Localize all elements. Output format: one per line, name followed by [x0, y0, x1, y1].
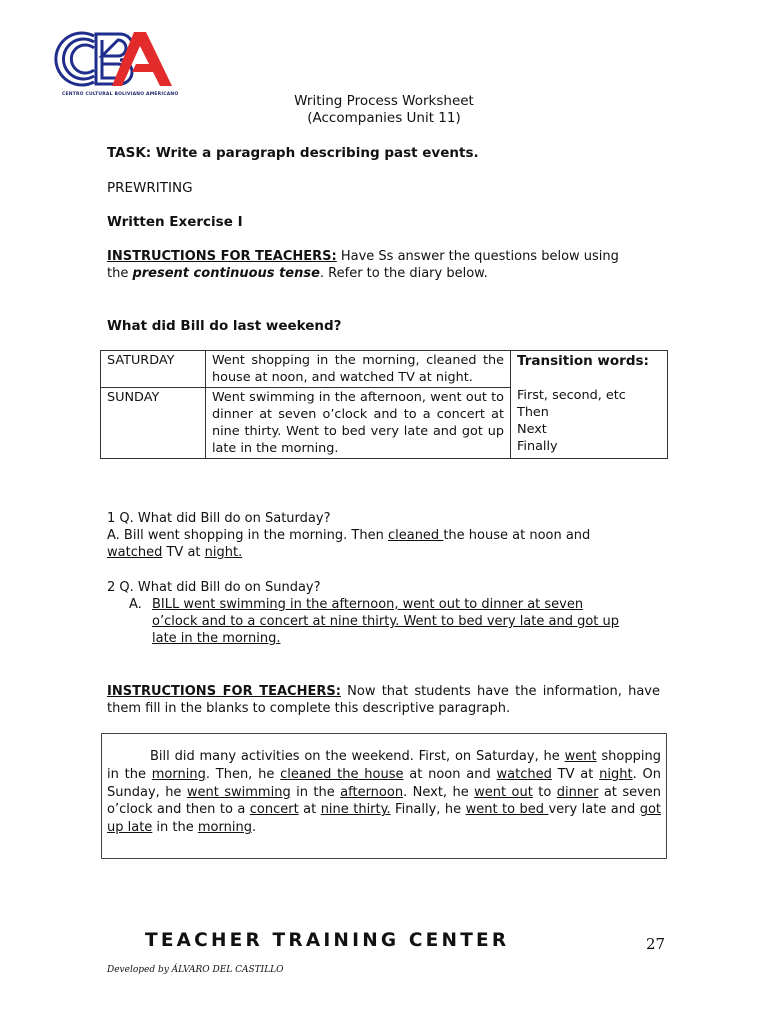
- table-row: [101, 351, 668, 388]
- question-1-block: [107, 510, 667, 561]
- transition-words-cell: [511, 351, 668, 459]
- paragraph-text: Finally, he: [390, 802, 466, 818]
- instructions-text: Now that students have the information, have them fill in the blanks to complete this descriptive paragraph.: [107, 684, 660, 716]
- paragraph-text: at seven o’clock and then to a: [107, 784, 662, 818]
- filled-blank: night: [599, 766, 633, 782]
- filled-blank: went: [564, 749, 597, 764]
- paragraph-text: in the: [152, 820, 198, 836]
- descriptive-paragraph: [107, 748, 661, 837]
- answer-1-cont: [107, 544, 667, 561]
- filled-blank: nine thirty.: [320, 802, 391, 818]
- filled-blank: got up late: [107, 802, 661, 836]
- filled-blank: morning: [197, 820, 252, 836]
- paragraph-text: Bill did many activities on the weekend. First, on Saturday, he: [150, 749, 565, 764]
- question-1: 1 Q. What did Bill do on Saturday?: [107, 511, 331, 526]
- descriptive-paragraph-box: [101, 733, 667, 859]
- paragraph-text: at: [298, 802, 321, 818]
- answer-2: [107, 596, 667, 647]
- tense-emphasis: present continuous tense: [132, 266, 320, 281]
- footer-title: TEACHER TRAINING CENTER: [145, 930, 510, 951]
- question-2-block: [107, 579, 667, 647]
- answer-underlined: o’clock and to a concert at nine thirty. Went to bed very late and got up: [152, 614, 620, 629]
- transition-word: First, second, etc: [517, 388, 626, 403]
- task-line: [107, 145, 479, 161]
- paragraph-text: . Then, he: [205, 766, 281, 782]
- answer-1: [107, 527, 667, 544]
- answer-underlined: night.: [204, 545, 243, 560]
- instructions-text: the: [107, 266, 133, 281]
- exercise-title: Written Exercise I: [107, 214, 243, 230]
- filled-blank: concert: [249, 802, 299, 818]
- worksheet-subtitle: (Accompanies Unit 11): [307, 110, 461, 126]
- day-cell: SATURDAY: [101, 351, 206, 388]
- paragraph-text: shopping in the: [107, 749, 661, 782]
- transition-word: Then: [517, 405, 549, 420]
- instructions-label: INSTRUCTIONS FOR TEACHERS:: [107, 249, 337, 264]
- activity-cell: Went swimming in the afternoon, went out to dinner at seven o’clock and to a concert at nine thirty. Went to bed very late and got up late in the morning.: [206, 388, 511, 459]
- paragraph-text: . On Sunday, he: [107, 766, 661, 800]
- filled-blank: went to bed: [465, 802, 549, 818]
- task-text: Write a paragraph describing past events.: [151, 145, 479, 161]
- filled-blank: cleaned the house: [280, 766, 404, 782]
- paragraph-text: . Next, he: [403, 784, 475, 800]
- paragraph-text: .: [251, 820, 257, 836]
- filled-blank: went swimming: [186, 784, 291, 800]
- question-heading: What did Bill do last weekend?: [107, 318, 342, 334]
- paragraph-text: very late and: [548, 802, 640, 818]
- answer-underlined: cleaned: [387, 528, 444, 543]
- paragraph-text: to: [532, 784, 557, 800]
- prewriting-heading: PREWRITING: [107, 180, 193, 196]
- filled-blank: morning: [151, 766, 206, 782]
- task-label: TASK:: [107, 145, 152, 161]
- logo-caption: CENTRO CULTURAL BOLIVIANO AMERICANO: [62, 92, 179, 97]
- transition-word: Finally: [517, 439, 558, 454]
- page-number: 27: [646, 935, 666, 953]
- worksheet-title: Writing Process Worksheet: [294, 93, 474, 109]
- answer-text: A. Bill went shopping in the morning. Then: [107, 528, 388, 543]
- paragraph-text: TV at: [551, 766, 600, 782]
- answer-underlined: late in the morning.: [152, 631, 281, 646]
- instructions-label: INSTRUCTIONS FOR TEACHERS:: [107, 684, 341, 699]
- transition-title: Transition words:: [517, 353, 649, 369]
- instructions-text: . Refer to the diary below.: [319, 266, 488, 281]
- activity-cell: Went shopping in the morning, cleaned the house at noon, and watched TV at night.: [206, 351, 511, 388]
- answer-underlined: BILL went swimming in the afternoon, went out to dinner at seven: [152, 597, 584, 612]
- answer-text: the house at noon and: [443, 528, 591, 543]
- transition-word: Next: [517, 422, 547, 437]
- diary-table: [100, 350, 668, 459]
- instructions-teachers-2: [107, 683, 660, 717]
- answer-text: TV at: [162, 545, 205, 560]
- instructions-teachers-1: [107, 248, 667, 282]
- filled-blank: went out: [474, 784, 533, 800]
- answer-underlined: watched: [107, 545, 163, 560]
- instructions-text: Have Ss answer the questions below using: [336, 249, 619, 264]
- answer-label: A.: [129, 597, 142, 612]
- day-cell: SUNDAY: [101, 388, 206, 459]
- filled-blank: afternoon: [340, 784, 404, 800]
- developed-by: Developed by ÁLVARO DEL CASTILLO: [107, 965, 284, 975]
- filled-blank: watched: [496, 766, 552, 782]
- paragraph-text: at noon and: [403, 766, 497, 782]
- question-2: 2 Q. What did Bill do on Sunday?: [107, 580, 321, 595]
- filled-blank: dinner: [556, 784, 599, 800]
- paragraph-text: in the: [290, 784, 341, 800]
